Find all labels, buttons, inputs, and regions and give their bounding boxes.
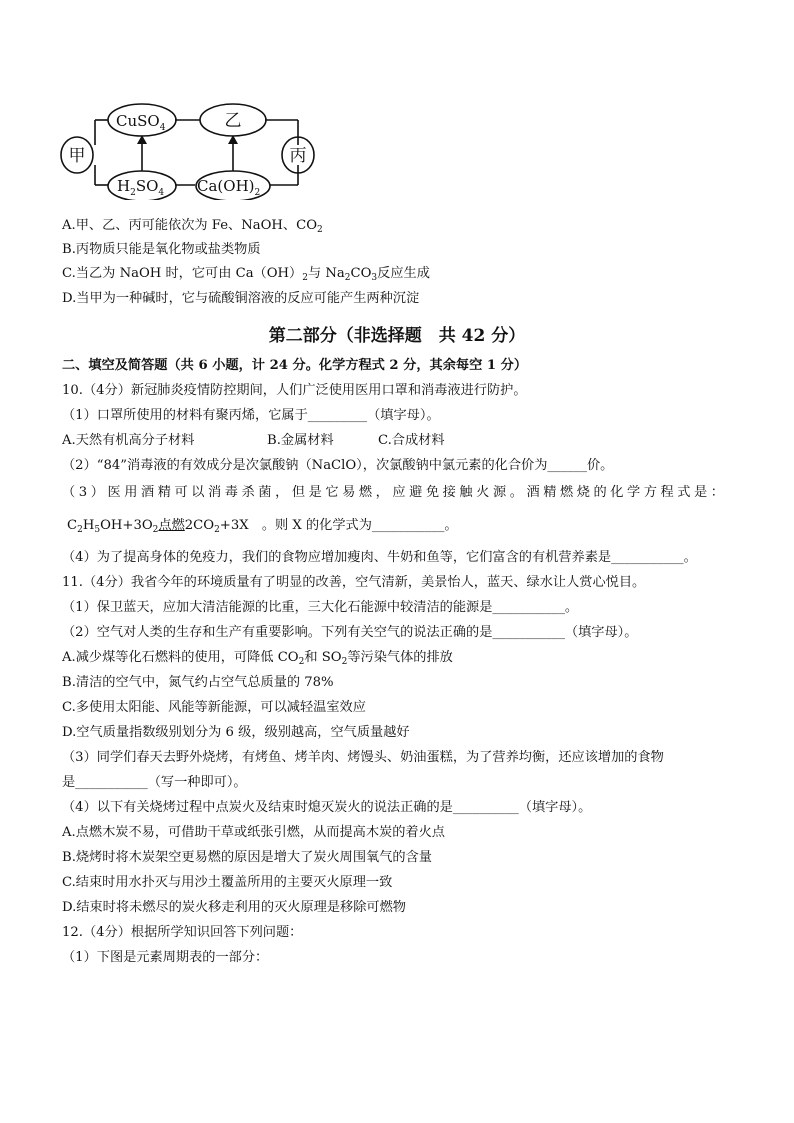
q10-stem: 10.（4分）新冠肺炎疫情防控期间，人们广泛使用医用口罩和消毒液进行防护。 bbox=[62, 383, 527, 398]
q10-part2: （2）“84”消毒液的有效成分是次氯酸钠（NaClO），次氯酸钠中氯元素的化合价为______价。 bbox=[62, 458, 614, 473]
q11-part2-option-a: A.减少煤等化石燃料的使用，可降低 $CO_2$和 $SO_2$等污染气体的排放 bbox=[62, 650, 453, 667]
q11-part4-option-c: C.结束时用水扑灭与用沙土覆盖所用的主要灭火原理一致 bbox=[62, 875, 393, 890]
q11-part2-option-d: D.空气质量指数级别划分为 6 级，级别越高，空气质量越好 bbox=[62, 725, 410, 740]
q10-part3: （3）医用酒精可以消毒杀菌，但是它易燃，应避免接触火源。酒精燃烧的化学方程式是： bbox=[62, 485, 724, 500]
q11-part1: （1）保卫蓝天，应加大清洁能源的比重，三大化石能源中较清洁的能源是___________。 bbox=[62, 600, 579, 615]
q10-option-a: A.天然有机高分子材料 bbox=[62, 433, 195, 448]
reaction-condition: 点燃 bbox=[158, 518, 185, 533]
q12-stem: 12.（4分）根据所学知识回答下列问题： bbox=[62, 925, 303, 940]
q11-part4-option-b: B.烧烤时将木炭架空更易燃的原因是增大了炭火周围氧气的含量 bbox=[62, 850, 432, 865]
q11-part3: （3）同学们春天去野外烧烤，有烤鱼、烤羊肉、烤馒头、奶油蛋糕，为了营养均衡，还应该增加的食物 bbox=[62, 750, 664, 765]
q11-stem: 11.（4分）我省今年的环境质量有了明显的改善，空气清新，美景怡人，蓝天、绿水让人赏心悦目。 bbox=[62, 575, 646, 590]
q11-part3-cont: 是___________（写一种即可）。 bbox=[62, 775, 247, 790]
section2-heading: 二、填空及简答题（共 6 小题，计 24 分。化学方程式 2 分，其余每空 1 分） bbox=[62, 358, 528, 373]
label-h2so4: $H_2SO_4$ bbox=[117, 177, 165, 198]
q9-option-a: A.甲、乙、丙可能依次为 Fe、NaOH、$CO_2$ bbox=[62, 218, 323, 235]
label-caoh2: $Ca(OH)_2$ bbox=[197, 177, 261, 198]
label-cuso4: CuSO$_4$ bbox=[116, 112, 166, 133]
q11-part2-option-b: B.清洁的空气中，氮气约占空气总质量的 78% bbox=[62, 675, 334, 690]
reaction-diagram bbox=[60, 100, 320, 200]
combustion-equation: $C_2H_5OH+3O_2$点燃$2CO_2+3X$ 。则 X 的化学式为___________。 bbox=[67, 518, 458, 535]
label-yi: 乙 bbox=[224, 111, 242, 131]
q10-option-c: C.合成材料 bbox=[378, 433, 445, 448]
q9-option-c: C.当乙为 NaOH 时，它可由 $Ca(OH)_2$与 $Na_2CO_3$反应生成 bbox=[62, 266, 430, 283]
q11-part4-option-a: A.点燃木炭不易，可借助干草或纸张引燃，从而提高木炭的着火点 bbox=[62, 825, 445, 840]
q10-option-b: B.金属材料 bbox=[267, 433, 334, 448]
q10-part1: （1）口罩所使用的材料有聚丙烯，它属于_________（填字母）。 bbox=[62, 408, 440, 423]
q11-part2-option-c: C.多使用太阳能、风能等新能源，可以减轻温室效应 bbox=[62, 700, 366, 715]
q12-part1: （1）下图是元素周期表的一部分： bbox=[62, 950, 269, 965]
q9-option-b: B.丙物质只能是氧化物或盐类物质 bbox=[62, 242, 261, 257]
q11-part4-option-d: D.结束时将未燃尽的炭火移走利用的灭火原理是移除可燃物 bbox=[62, 900, 406, 915]
label-jia: 甲 bbox=[68, 146, 86, 166]
q11-part2: （2）空气对人类的生存和生产有重要影响。下列有关空气的说法正确的是___________（填字母）。 bbox=[62, 625, 638, 640]
part2-title: 第二部分（非选择题 共 42 分） bbox=[268, 326, 526, 346]
q10-part1-options bbox=[62, 432, 794, 450]
q10-part4: （4）为了提高身体的免疫力，我们的食物应增加瘦肉、牛奶和鱼等，它们富含的有机营养素是___________。 bbox=[62, 550, 697, 565]
q9-option-d: D.当甲为一种碱时，它与硫酸铜溶液的反应可能产生两种沉淀 bbox=[62, 291, 420, 306]
label-bing: 丙 bbox=[289, 146, 307, 166]
q11-part4: （4）以下有关烧烤过程中点炭火及结束时熄灭炭火的说法正确的是__________（填字母）。 bbox=[62, 800, 592, 815]
